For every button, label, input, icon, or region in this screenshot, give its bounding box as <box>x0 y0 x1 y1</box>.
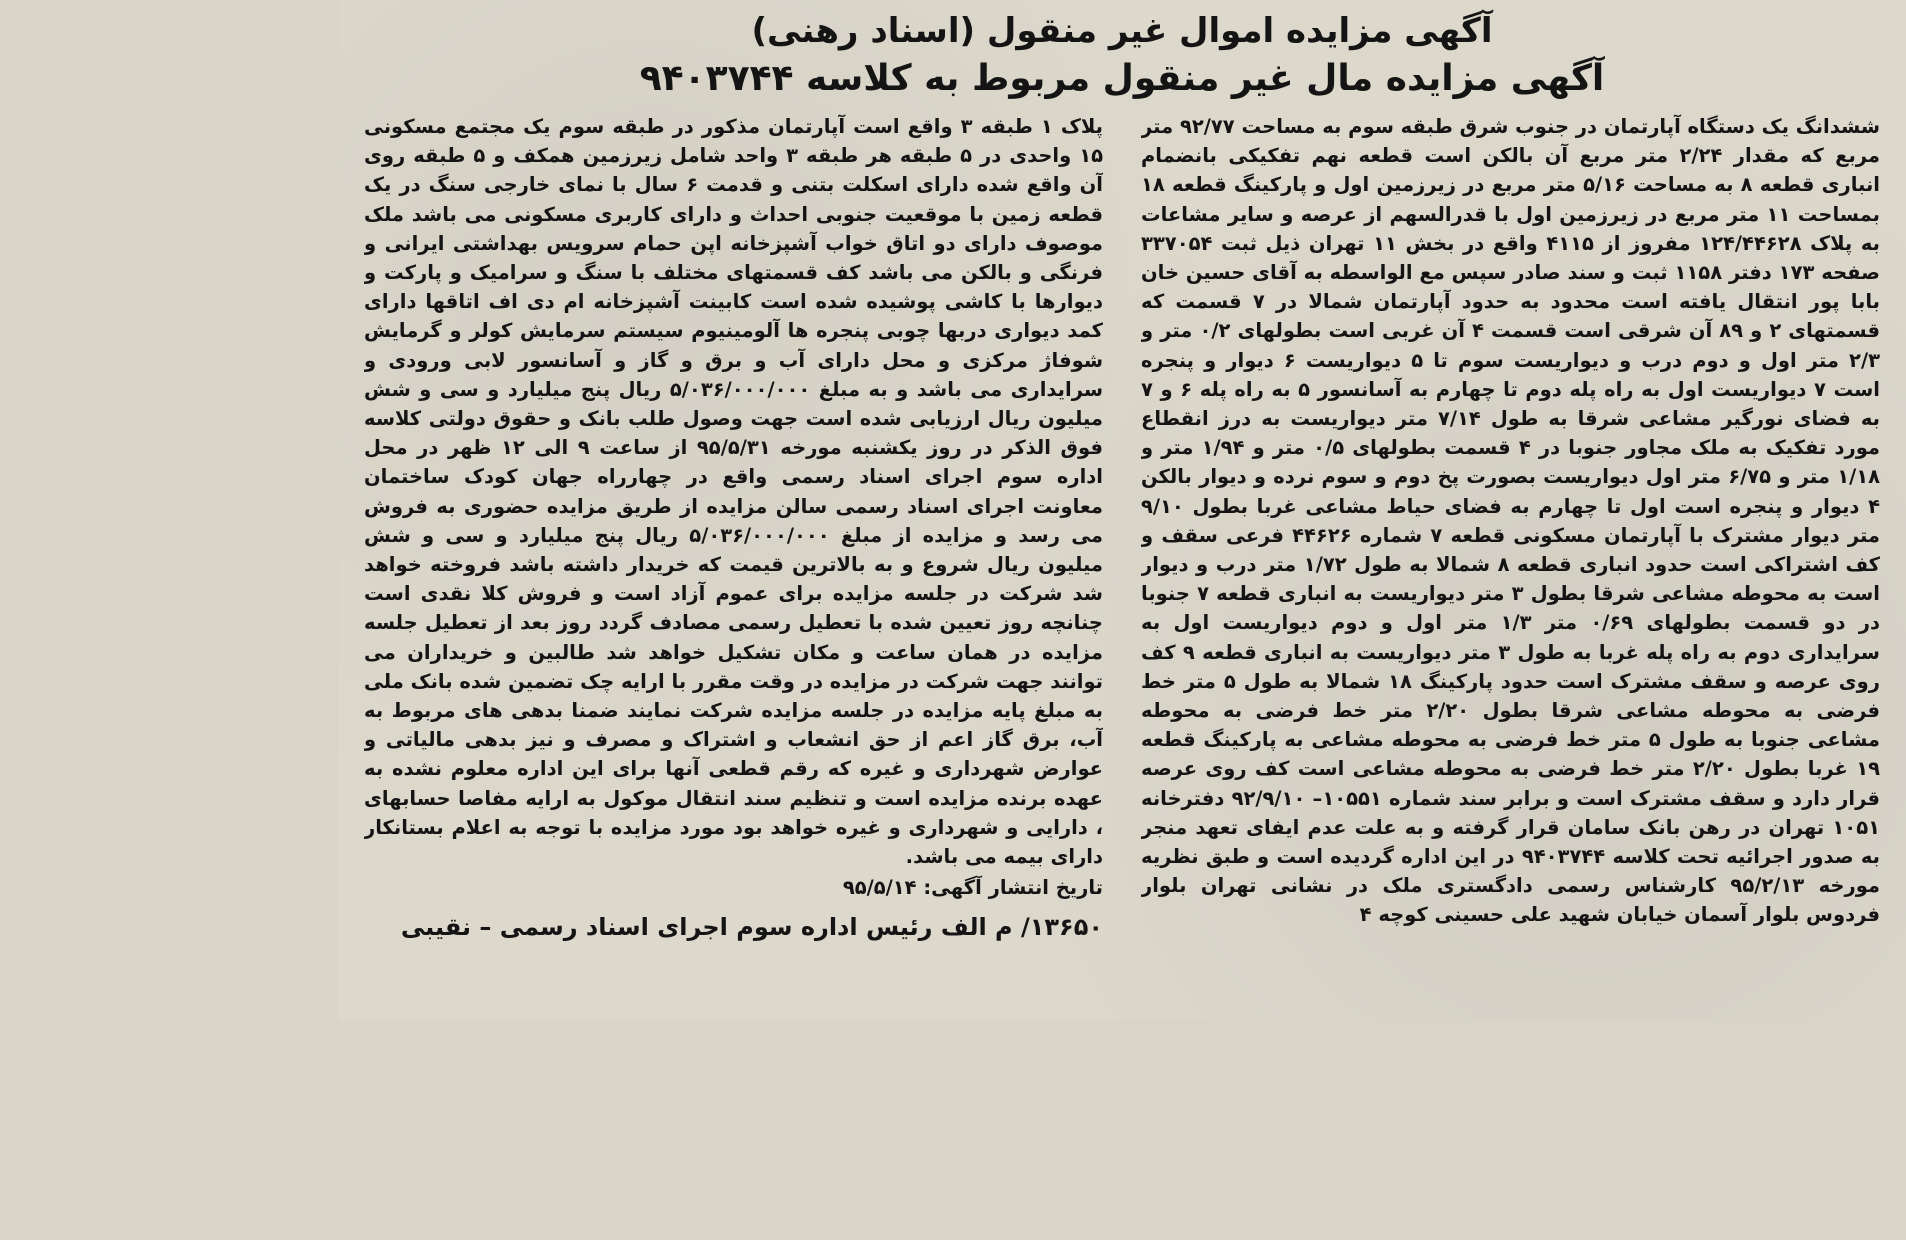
right-column <box>1141 112 1880 990</box>
publication-date: تاریخ انتشار آگهی: ۹۵/۵/۱۴ <box>842 876 1103 900</box>
ad-title-line-1: آگهی مزایده اموال غیر منقول (اسناد رهنی) <box>751 11 1493 51</box>
ad-title-line-2: آگهی مزایده مال غیر منقول مربوط به کلاسه ۹۴۰۳۷۴۴ <box>639 58 1605 99</box>
newspaper-clipping <box>338 0 1906 1020</box>
ad-header <box>338 0 1906 104</box>
left-column-text: پلاک ۱ طبقه ۳ واقع است آپارتمان مذکور در طبقه سوم یک مجتمع مسکونی ۱۵ واحدی در ۵ طبقه هر طبقه ۳ واحد شامل زیرزمین همکف و ۵ طبقه روی آن واقع شده دارای اسکلت بتنی و قدمت ۶ سال با نمای خارجی سنگ در یک قطعه زمین با موقعیت جنوبی احداث و دارای کاربری مسکونی می باشد ملک موصوف دارای دو اتاق خواب آشپزخانه اپن حمام سرویس بهداشتی ایرانی و فرنگی و بالکن می باشد کف قسمتهای مختلف با سنگ و سرامیک و پارکت و دیوارها با کاشی پوشیده شده است کابینت آشپزخانه ام دی اف اتاقها دارای کمد دیواری دربها چوبی پنجره ها آلومینیوم سیستم سرمایش کولر و گرمایش شوفاژ مرکزی و محل دارای آب و برق و گاز و آسانسور لابی ورودی و سرایداری می باشد و به مبلغ ۵/۰۳۶/۰۰۰/۰۰۰ ریال پنج میلیارد و سی و شش میلیون ریال ارزیابی شده است جهت وصول طلب بانک و حقوق دولتی کلاسه فوق الذکر در روز یکشنبه مورخه ۹۵/۵/۳۱ از ساعت ۹ الی ۱۲ ظهر در محل اداره سوم اجرای اسناد رسمی واقع در چهارراه جهان کودک ساختمان معاونت اجرای اسناد رسمی سالن مزایده از طریق مزایده حضوری به فروش می رسد و مزایده از مبلغ ۵/۰۳۶/۰۰۰/۰۰۰ ریال پنج میلیارد و سی و شش میلیون ریال شروع و به بالاترین قیمت که خریدار داشته باشد فروخته خواهد شد شرکت در جلسه مزایده برای عموم آزاد است و فروش کلا نقدی است چنانچه روز تعیین شده با تعطیل رسمی مصادف گردد روز بعد از تعطیل جلسه مزایده در همان ساعت و مکان تشکیل خواهد شد طالبین و خریداران می توانند جهت شرکت در مزایده در وقت مقرر با ارایه چک تضمین شده بانک ملی به مبلغ پایه مزایده در جلسه مزایده شرکت نمایند ضمنا بدهی های مربوط به آب، برق گاز اعم از حق انشعاب و اشتراک و مصرف و نیز بدهی مالیاتی و عوارض شهرداری و غیره که رقم قطعی آنها برای این اداره معلوم نشده به عهده برنده مزایده است و تنظیم سند انتقال موکول به ارایه مفاصا حسابهای ، دارایی و شهرداری و غیره خواهد بود مورد مزایده با توجه به اعلام بستانکار دارای بیمه می باشد. <box>364 115 1103 869</box>
signature-line: ۱۳۶۵۰/ م الف رئیس اداره سوم اجرای اسناد رسمی – نقیبی <box>400 913 1103 942</box>
right-column-text: ششدانگ یک دستگاه آپارتمان در جنوب شرق طبقه سوم به مساحت ۹۲/۷۷ متر مربع که مقدار ۲/۲۴ متر مربع آن بالکن است قطعه نهم تفکیکی بانضمام انباری قطعه ۸ به مساحت ۵/۱۶ متر مربع در زیرزمین اول و پارکینگ قطعه ۱۸ بمساحت ۱۱ متر مربع در زیرزمین اول با قدرالسهم از عرصه و سایر مشاعات به پلاک ۱۲۴/۴۴۶۲۸ مفروز از ۴۱۱۵ واقع در بخش ۱۱ تهران ذیل ثبت ۳۳۷۰۵۴ صفحه ۱۷۳ دفتر ۱۱۵۸ ثبت و سند صادر سپس مع الواسطه به آقای حسین خان بابا پور انتقال یافته است محدود به حدود آپارتمان شمالا در ۷ قسمت که قسمتهای ۲ و ۸۹ آن شرقی است قسمت ۴ آن غربی است بطولهای ۰/۲ متر و ۲/۳ متر اول و دوم درب و دیواریست سوم تا ۵ دیواریست ۶ دیوار و پنجره است ۷ دیواریست اول به راه پله دوم تا چهارم به آسانسور ۵ به راه پله ۶ و ۷ به فضای نورگیر مشاعی شرقا به طول ۷/۱۴ متر دیواریست به درز انقطاع مورد تفکیک به ملک مجاور جنوبا در ۴ قسمت بطولهای ۰/۵ متر و ۱/۹۴ متر و ۱/۱۸ متر و ۶/۷۵ متر اول دیواریست بصورت پخ دوم و سوم نرده و دیوار بالکن ۴ دیوار و پنجره است اول تا چهارم به فضای حیاط مشاعی غربا بطول ۹/۱۰ متر دیوار مشترک با آپارتمان مسکونی قطعه ۷ شماره ۴۴۶۲۶ فرعی سقف و کف اشتراکی است حدود انباری قطعه ۸ شمالا به طول ۱/۷۲ متر درب و دیوار است به محوطه مشاعی شرقا بطول ۳ متر دیواریست به انباری قطعه ۷ جنوبا در دو قسمت بطولهای ۰/۶۹ متر ۱/۳ متر اول و دوم دیواریست اول به سرایداری دوم به راه پله غربا به طول ۳ متر دیواریست به انباری قطعه ۹ کف روی عرصه و سقف مشترک است حدود پارکینگ ۱۸ شمالا به طول ۵ متر خط فرضی به محوطه مشاعی شرقا بطول ۲/۲۰ متر خط فرضی به محوطه مشاعی جنوبا به طول ۵ متر خط فرضی به محوطه مشاعی به پارکینگ قطعه ۱۹ غربا بطول ۲/۲۰ متر خط فرضی به محوطه مشاعی است کف روی عرصه قرار دارد و سقف مشترک است و برابر سند شماره ۱۰۵۵۱– ۹۲/۹/۱۰ دفترخانه ۱۰۵۱ تهران در رهن بانک سامان قرار گرفته و به علت عدم ایفای تعهد منجر به صدور اجرائیه تحت کلاسه ۹۴۰۳۷۴۴ در این اداره گردیده است و طبق نظریه مورخه ۹۵/۲/۱۳ کارشناس رسمی دادگستری ملک در نشانی تهران بلوار فردوس بلوار آسمان خیابان شهید علی حسینی کوچه ۴ <box>1141 115 1880 927</box>
ad-body <box>364 112 1880 990</box>
left-column <box>364 112 1103 990</box>
